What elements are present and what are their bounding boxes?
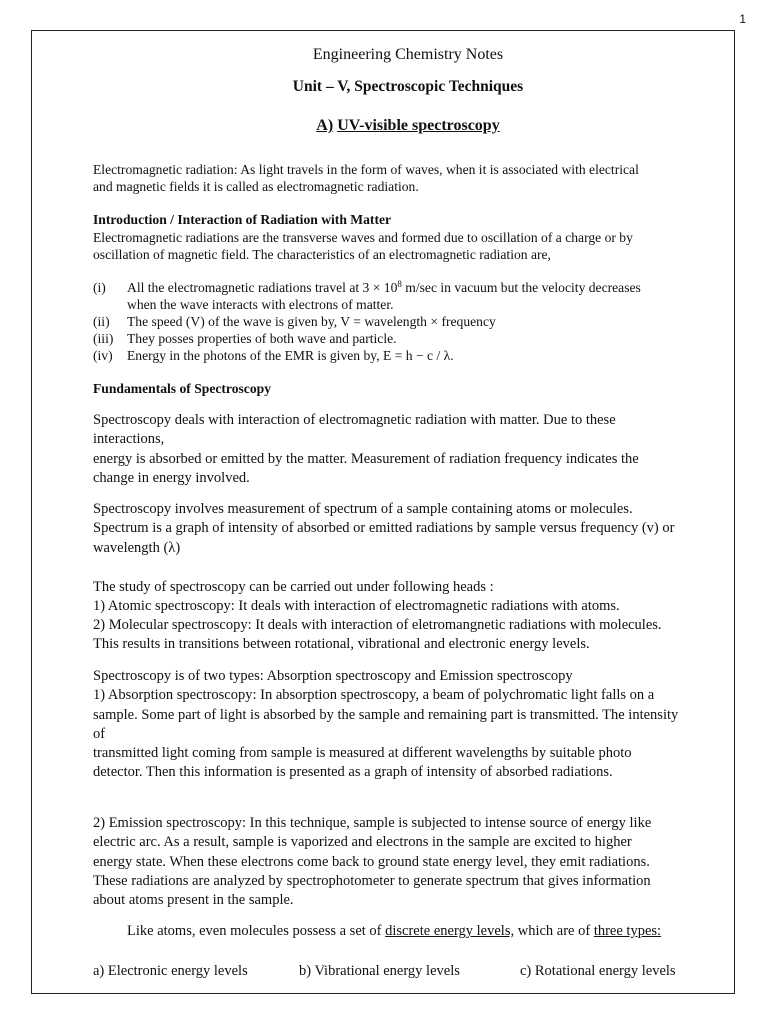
interaction-heading: Introduction / Interaction of Radiation with Matter [93,212,392,227]
rotational-energy-levels: c) Rotational energy levels [520,963,676,979]
fundamentals-heading: Fundamentals of Spectroscopy [93,381,271,396]
list-item-number: (iv) [93,348,113,363]
fund-p5-line-1: 2) Emission spectroscopy: In this technique, sample is subjected to intense source of energy like [93,815,652,831]
fund-p1-line-4: change in energy involved. [93,470,250,486]
fund-p2-line-2: Spectrum is a graph of intensity of absorbed or emitted radiations by sample versus frequency (v) or [93,520,675,536]
list-item-text-cont: m/sec in vacuum but the velocity decreases [401,280,641,295]
fund-p5-line-5: about atoms present in the sample. [93,892,294,908]
fund-p1-line-2: interactions, [93,431,165,447]
fund-p4-line-3: sample. Some part of light is absorbed by the sample and remaining part is transmitted. The intensity [93,707,679,723]
intro-line-2: and magnetic fields it is called as electromagnetic radiation. [93,179,419,194]
list-item-text: All the electromagnetic radiations travel at 3 × 10 [127,280,398,295]
fund-p4-line-6: detector. Then this information is presented as a graph of intensity of absorbed radiations. [93,764,613,780]
page-number: 1 [739,12,746,26]
fund-p5-line-2: electric arc. As a result, sample is vaporized and electrons in the sample are excited to higher [93,834,632,850]
fund-p5-line-3: energy state. When these electrons come back to ground state energy level, they emit radiations. [93,854,650,870]
fund-p1-line-1: Spectroscopy deals with interaction of electromagnetic radiation with matter. Due to these [93,412,616,428]
list-item-text: Energy in the photons of the EMR is given by, E = h − c / λ. [127,348,454,363]
energy-levels-row [93,962,723,982]
fund-p3-line-1: The study of spectroscopy can be carried out under following heads : [93,579,494,595]
list-item-number: (ii) [93,314,110,329]
molecules-prefix: Like atoms, even molecules possess a set of [127,923,386,939]
fund-p5-line-4: These radiations are analyzed by spectrophotometer to generate spectrum that gives information [93,873,651,889]
fund-p4-line-4: of [93,726,106,742]
list-item-4 [93,347,454,364]
intro-line-1: Electromagnetic radiation: As light travels in the form of waves, when it is associated with electrical [93,162,639,177]
fund-p4-line-2: 1) Absorption spectroscopy: In absorption spectroscopy, a beam of polychromatic light falls on a [93,687,655,703]
list-item-text: They posses properties of both wave and particle. [127,331,397,346]
vibrational-energy-levels: b) Vibrational energy levels [299,963,460,979]
electronic-energy-levels: a) Electronic energy levels [93,963,248,979]
fund-p3-line-3: 2) Molecular spectroscopy: It deals with interaction of eletromangnetic radiations with molecules. [93,617,662,633]
list-item-number: (iii) [93,331,114,346]
list-item-2 [93,313,496,330]
list-item-1 [93,279,641,296]
interaction-line-2: oscillation of magnetic field. The characteristics of an electromagnetic radiation are, [93,247,551,262]
section-name: UV-visible spectroscopy [337,117,500,134]
list-item-number: (i) [93,280,106,295]
fund-p1-line-3: energy is absorbed or emitted by the matter. Measurement of radiation frequency indicates the [93,451,639,467]
fund-p2-line-1: Spectroscopy involves measurement of spectrum of a sample containing atoms or molecules. [93,501,633,517]
fund-p4-line-5: transmitted light coming from sample is measured at different wavelengths by suitable photo [93,745,632,761]
fund-p2-line-3: wavelength (λ) [93,540,181,556]
discrete-energy-levels-text: discrete energy levels, [385,923,515,939]
document-title: Engineering Chemistry Notes [312,46,504,63]
interaction-line-1: Electromagnetic radiations are the transverse waves and formed due to oscillation of a charge or by [93,230,633,245]
fund-p3-line-2: 1) Atomic spectroscopy: It deals with interaction of electromagnetic radiations with atoms. [93,598,620,614]
fund-p4-line-1: Spectroscopy is of two types: Absorption spectroscopy and Emission spectroscopy [93,668,573,684]
section-title [93,117,723,135]
section-prefix: A) [316,117,334,134]
list-item-text: The speed (V) of the wave is given by, V = wavelength × frequency [127,314,496,329]
list-item-1-cont: when the wave interacts with electrons of matter. [127,297,394,312]
fund-p3-line-4: This results in transitions between rotational, vibrational and electronic energy levels. [93,636,590,652]
molecules-line [127,922,661,942]
three-types-text: three types: [593,923,662,939]
list-item-3 [93,330,397,347]
unit-title: Unit – V, Spectroscopic Techniques [292,78,524,95]
molecules-middle: which are of [514,923,594,939]
list-item-superscript: 8 [397,279,402,289]
